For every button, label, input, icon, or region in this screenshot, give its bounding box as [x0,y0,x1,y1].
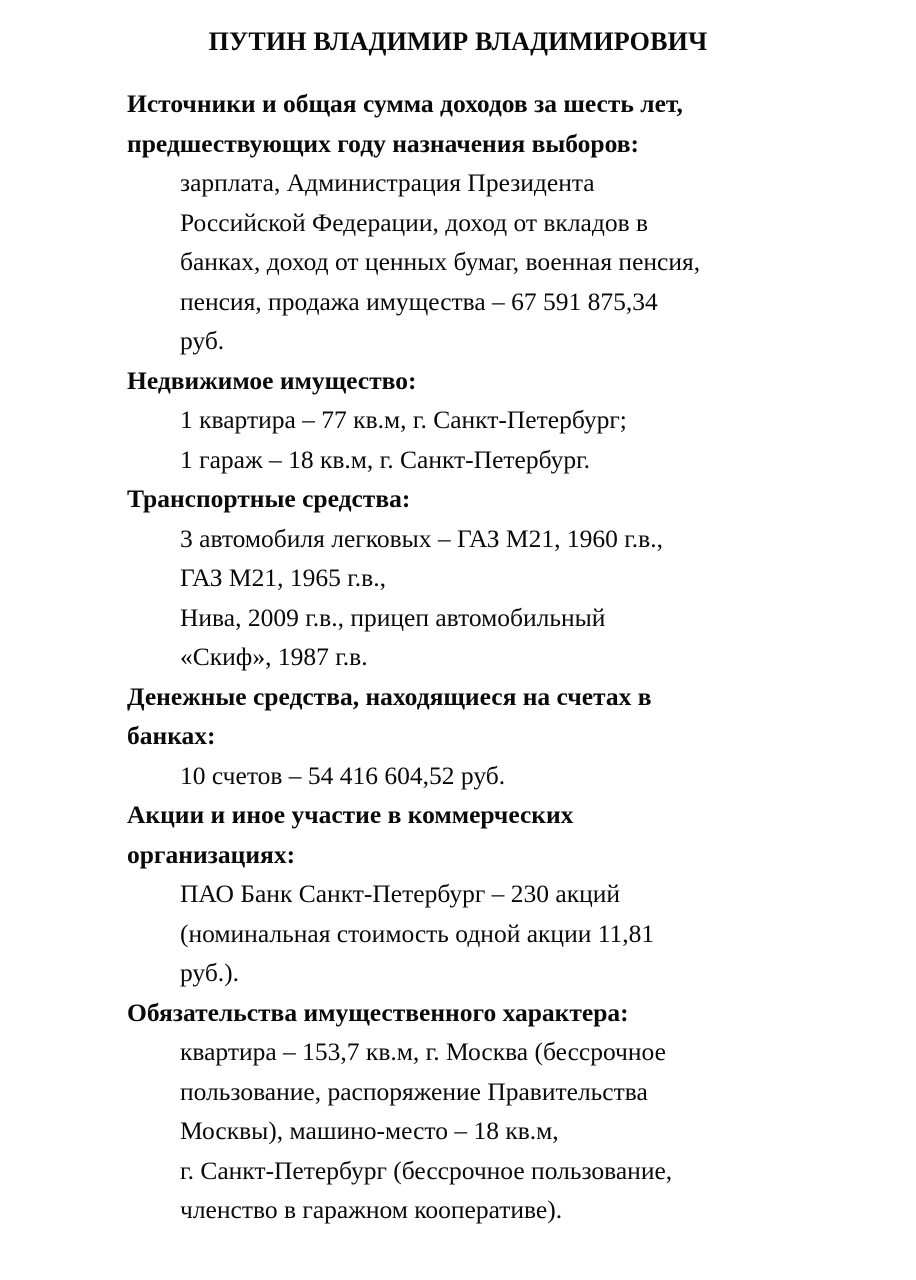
heading-line: банках: [127,721,216,750]
body-line: 1 гараж – 18 кв.м, г. Санкт-Петербург. [180,444,591,474]
section-heading-real-estate [127,361,817,401]
body-line: 1 квартира – 77 кв.м, г. Санкт-Петербург; [180,405,627,434]
body-line: руб. [180,326,225,355]
section-heading-obligations [127,993,817,1033]
section-body-income [127,163,817,361]
section-bank-accounts [127,677,817,796]
body-line: банках, доход от ценных бумаг, военная пенсия, [180,247,701,276]
heading-line: Транспортные средства: [127,484,411,513]
body-line: пользование, распоряжение Правительства [180,1076,648,1106]
heading-line: Обязательства имущественного характера: [127,997,629,1027]
heading-line: Акции и иное участие в коммерческих [127,800,574,829]
heading-line: организациях: [127,839,296,869]
heading-line: Недвижимое имущество: [127,365,417,395]
section-body-shares [127,874,817,993]
body-line: (номинальная стоимость одной акции 11,81 [180,918,655,948]
body-line: 3 автомобиля легковых – ГАЗ М21, 1960 г.в., [180,523,663,553]
heading-line: Источники и общая сумма доходов за шесть лет, [127,89,683,118]
body-line: руб.). [180,958,240,987]
body-line: ГАЗ М21, 1965 г.в., [180,563,386,592]
section-body-obligations [127,1032,817,1230]
section-heading-shares [127,795,817,874]
section-obligations [127,993,817,1230]
section-heading-bank-accounts [127,677,817,756]
heading-line: Денежные средства, находящиеся на счетах в [127,681,652,711]
section-income [127,84,817,361]
body-line: пенсия, продажа имущества – 67 591 875,34 [180,286,658,316]
body-line: квартира – 153,7 кв.м, г. Москва (бессрочное [180,1037,666,1066]
section-heading-vehicles [127,479,817,519]
body-line: Российской Федерации, доход от вкладов в [180,207,649,237]
body-line: 10 счетов – 54 416 604,52 руб. [180,760,506,790]
section-vehicles [127,479,817,677]
body-line: «Скиф», 1987 г.в. [180,642,368,671]
section-body-bank-accounts [127,756,817,796]
body-line: членство в гаражном кооперативе). [180,1195,563,1224]
section-body-vehicles [127,519,817,677]
body-line: г. Санкт-Петербург (бессрочное пользование, [180,1155,673,1185]
section-body-real-estate [127,400,817,479]
page-title: ПУТИН ВЛАДИМИР ВЛАДИМИРОВИЧ [208,27,708,56]
section-real-estate [127,361,817,480]
body-line: Москвы), машино-место – 18 кв.м, [180,1116,559,1145]
body-line: Нива, 2009 г.в., прицеп автомобильный [180,602,606,632]
document-body [127,84,817,1230]
section-heading-income [127,84,817,163]
body-line: ПАО Банк Санкт-Петербург – 230 акций [180,879,621,908]
body-line: зарплата, Администрация Президента [180,168,595,197]
heading-line: предшествующих году назначения выборов: [127,128,639,158]
section-shares [127,795,817,993]
